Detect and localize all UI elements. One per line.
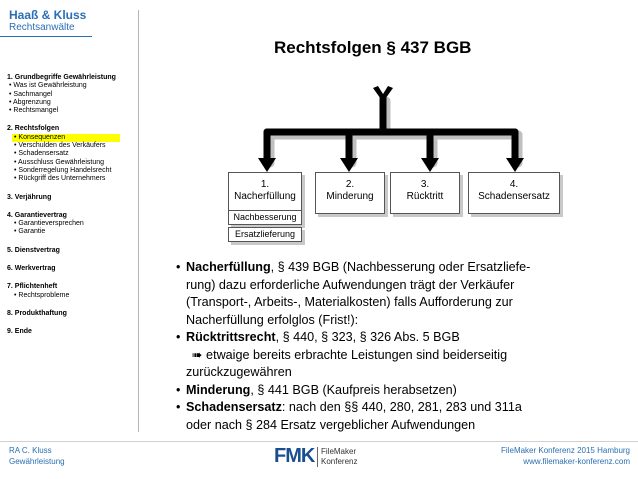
remedy-box-minderung: [315, 172, 385, 214]
footer-divider: [0, 441, 638, 442]
nav-item-garantie[interactable]: • Garantie: [14, 228, 46, 236]
logo-divider: [317, 447, 318, 467]
sidebar-divider: [138, 10, 139, 432]
logo-line2: Konferenz: [321, 457, 358, 466]
nav-item-ausschluss[interactable]: • Ausschluss Gewährleistung: [14, 158, 104, 166]
bullet-line: zurückzugewähren: [186, 365, 292, 379]
remedy-box-ruecktritt: [390, 172, 460, 214]
remedy-number: 2.: [345, 179, 355, 190]
nav-heading-verjaehrung[interactable]: 3. Verjährung: [7, 193, 52, 201]
bullet-dot: •: [176, 382, 181, 397]
nav-item-sachmangel[interactable]: • Sachmangel: [9, 90, 53, 98]
bullet-list: [176, 259, 596, 434]
nav-item-verschulden[interactable]: • Verschulden des Verkäufers: [14, 142, 106, 150]
sub-box-nachbesserung: Nachbesserung: [228, 210, 302, 225]
firm-name: Haaß & Kluss: [9, 8, 87, 22]
nav-item-rechtsprobleme[interactable]: • Rechtsprobleme: [14, 291, 70, 299]
nav-heading-produkthaftung[interactable]: 8. Produkthaftung: [7, 309, 67, 317]
nav-heading-rechtsfolgen[interactable]: 2. Rechtsfolgen: [7, 125, 60, 133]
remedy-number: 1.: [260, 179, 270, 190]
sidebar-nav: [7, 74, 137, 337]
nav-heading-ende[interactable]: 9. Ende: [7, 328, 32, 336]
nav-heading-dienstvertrag[interactable]: 5. Dienstvertrag: [7, 246, 60, 254]
sub-box-ersatzlieferung: Ersatzlieferung: [228, 227, 302, 242]
nav-item-garantieversprechen[interactable]: • Garantieversprechen: [14, 220, 84, 228]
bullet-text: , § 441 BGB (Kaufpreis herabsetzen): [250, 382, 457, 397]
bullet-text: , § 440, § 323, § 326 Abs. 5 BGB: [275, 330, 460, 344]
remedies-diagram: [140, 80, 638, 250]
header-divider: [0, 36, 92, 37]
bullet-schadensersatz: [176, 399, 596, 417]
nav-heading-werkvertrag[interactable]: 6. Werkvertrag: [7, 265, 56, 273]
bullet-dot: •: [176, 330, 181, 344]
bullet-line: oder nach § 284 Ersatz vergeblicher Aufwendungen: [186, 417, 476, 432]
nav-item-rechtsmangel[interactable]: • Rechtsmangel: [9, 107, 59, 115]
logo-wordmark: FMK: [274, 445, 315, 467]
bullet-line: rung) dazu erforderliche Aufwendungen trägt der Verkäufer: [186, 277, 515, 292]
footer-event: FileMaker Konferenz 2015 Hamburg: [501, 446, 630, 455]
bullet-text: etwaige bereits erbrachte Leistungen sind beiderseitig: [202, 347, 508, 362]
remedy-label: Rücktritt: [406, 191, 444, 202]
nav-item-konsequenzen[interactable]: • Konsequenzen: [12, 134, 120, 142]
firm-subtitle: Rechtsanwälte: [9, 22, 75, 33]
remedy-box-schadensersatz: [468, 172, 560, 214]
nav-item-schadensersatz[interactable]: • Schadensersatz: [14, 150, 69, 158]
bullet-line: Nacherfüllung erfolglos (Frist!):: [186, 312, 359, 327]
remedy-label: Nacherfüllung: [234, 191, 296, 202]
nav-item-sonderregelung[interactable]: • Sonderregelung Handelsrecht: [14, 166, 112, 174]
remedy-label: Minderung: [326, 191, 374, 202]
bullet-term: Schadensersatz: [186, 400, 282, 414]
nav-heading-pflichtenheft[interactable]: 7. Pflichtenheft: [7, 283, 58, 291]
footer-url[interactable]: www.filemaker-konferenz.com: [523, 457, 630, 466]
remedy-box-nacherfuellung: [228, 172, 302, 214]
bullet-nacherfuellung: [176, 259, 596, 277]
bullet-term: Rücktrittsrecht: [186, 330, 276, 344]
remedy-number: 3.: [420, 179, 430, 190]
bullet-subline: [176, 347, 596, 365]
bullet-ruecktrittsrecht: [176, 329, 596, 347]
nav-item-was-ist[interactable]: • Was ist Gewährleistung: [9, 82, 87, 90]
bullet-text: , § 439 BGB (Nachbesserung oder Ersatzliefe-: [270, 260, 531, 274]
diagram-connectors: [140, 80, 638, 190]
remedy-label: Schadensersatz: [478, 191, 550, 202]
fmk-logo: [274, 444, 364, 470]
logo-line1: FileMaker: [321, 447, 357, 456]
bullet-term: Minderung: [186, 382, 251, 397]
bullet-line: (Transport-, Arbeits-, Materialkosten) falls Aufforderung zur: [186, 295, 513, 309]
nav-heading-garantievertrag[interactable]: 4. Garantievertrag: [7, 211, 67, 219]
bullet-dot: •: [176, 260, 181, 274]
remedy-number: 4.: [509, 179, 519, 190]
nav-item-rueckgriff[interactable]: • Rückgriff des Unternehmers: [14, 175, 106, 183]
page-title: Rechtsfolgen § 437 BGB: [274, 38, 472, 57]
bullet-term: Nacherfüllung: [186, 260, 271, 274]
footer-author: RA C. Kluss: [9, 446, 52, 455]
right-arrow-icon: ➠: [192, 347, 203, 362]
bullet-text: : nach den §§ 440, 280, 281, 283 und 311a: [281, 400, 522, 414]
bullet-minderung: [176, 382, 596, 400]
nav-heading-grundbegriffe[interactable]: 1. Grundbegriffe Gewährleistung: [7, 74, 116, 81]
nav-item-abgrenzung[interactable]: • Abgrenzung: [9, 98, 51, 106]
footer-topic: Gewährleistung: [9, 457, 65, 466]
bullet-dot: •: [176, 400, 181, 414]
